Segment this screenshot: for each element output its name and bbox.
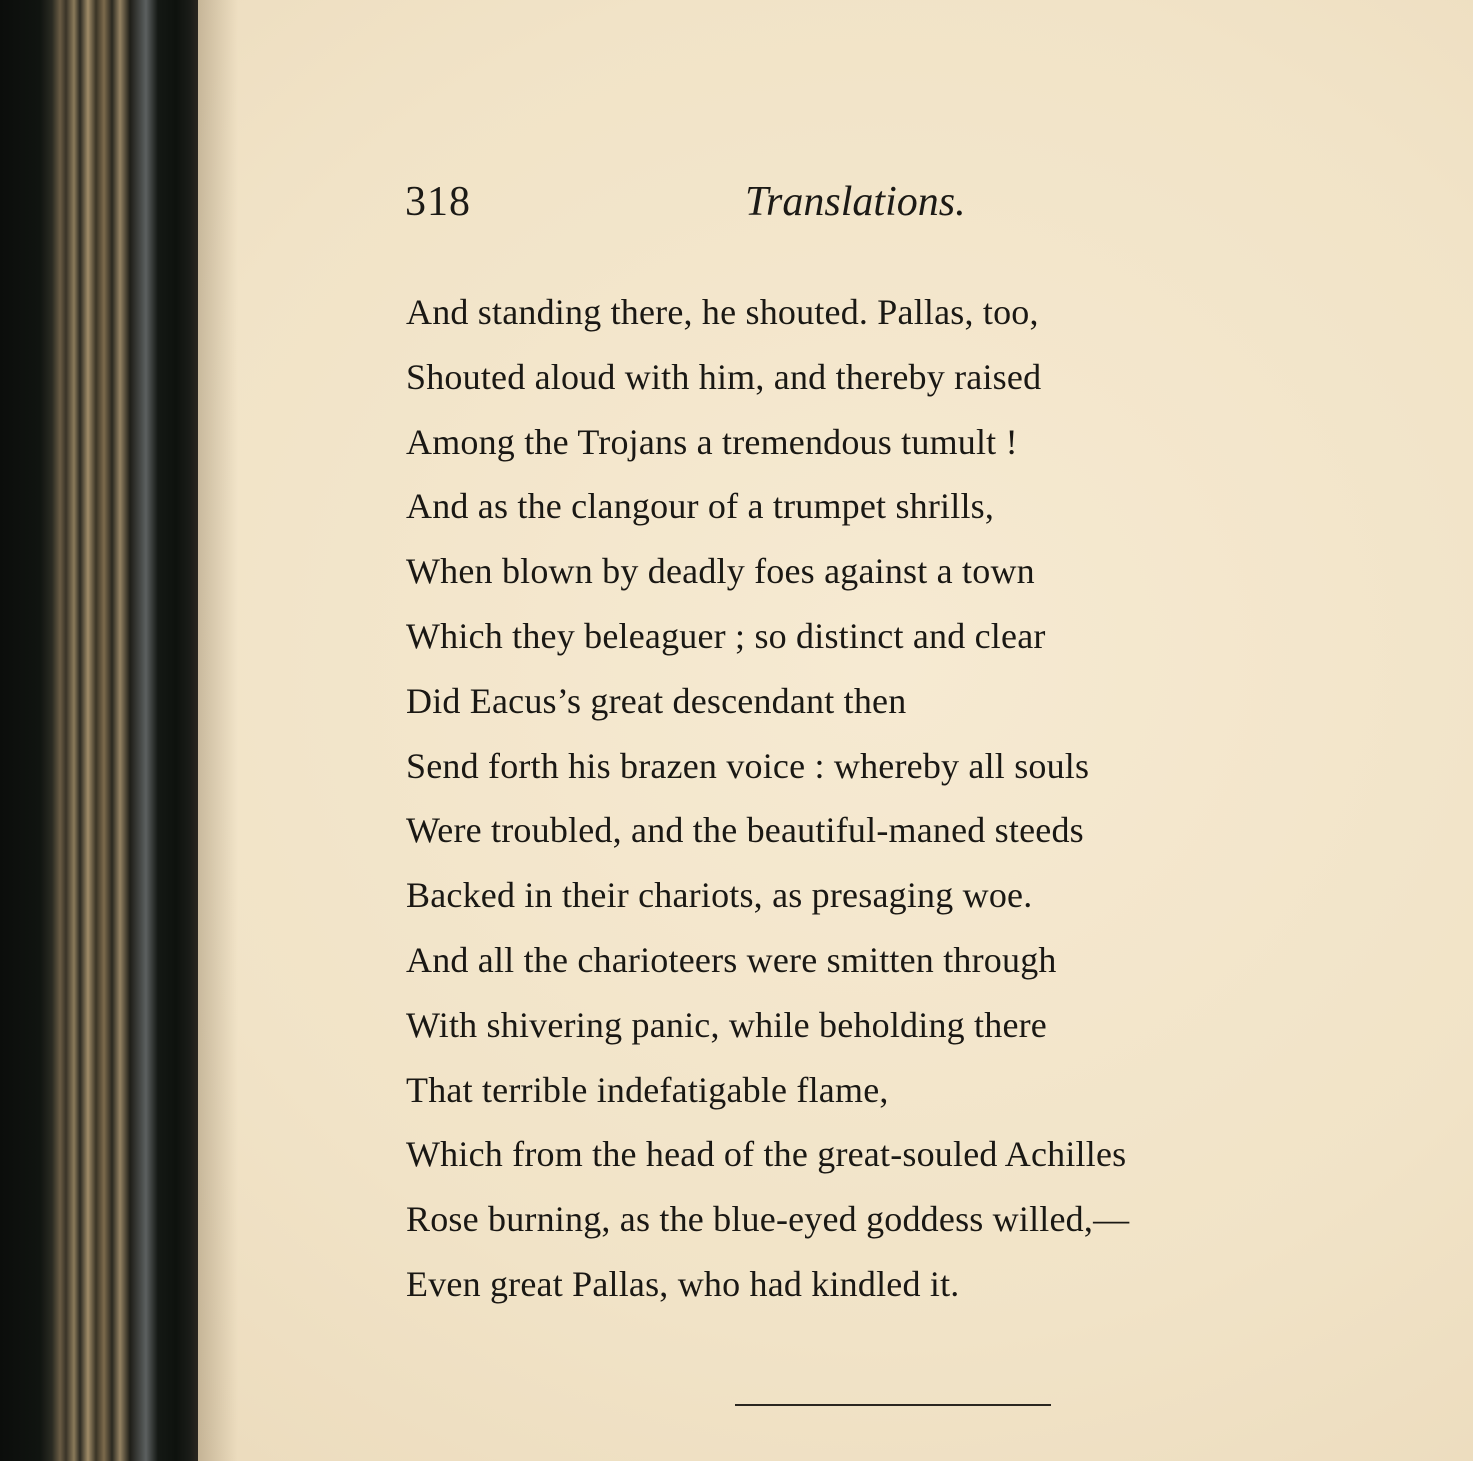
page-number: 318 <box>405 179 471 225</box>
page-header <box>405 178 1045 238</box>
book-spine-gutter <box>0 0 198 1461</box>
poem-line: With shivering panic, while beholding there <box>406 1004 1047 1045</box>
running-title: Translations. <box>745 179 966 225</box>
gutter-shadow <box>198 0 238 1461</box>
poem-line: Even great Pallas, who had kindled it. <box>406 1263 960 1304</box>
poem-line: And as the clangour of a trumpet shrills, <box>406 486 995 527</box>
poem-line: Backed in their chariots, as presaging woe. <box>406 875 1033 916</box>
poem-line: Which from the head of the great-souled Achilles <box>406 1134 1127 1175</box>
poem-line: Among the Trojans a tremendous tumult ! <box>406 421 1018 462</box>
section-divider-rule <box>735 1404 1051 1406</box>
poem-line: And standing there, he shouted. Pallas, too, <box>406 292 1039 332</box>
poem-line: Rose burning, as the blue-eyed goddess willed,— <box>406 1199 1130 1240</box>
poem-line: And all the charioteers were smitten through <box>406 939 1057 980</box>
poem-line: Shouted aloud with him, and thereby raised <box>406 356 1042 397</box>
poem-line: Which they beleaguer ; so distinct and clear <box>406 615 1046 656</box>
poem-line: When blown by deadly foes against a town <box>406 551 1035 592</box>
poem-line: Send forth his brazen voice : whereby all souls <box>406 745 1090 786</box>
poem-line: Were troubled, and the beautiful-maned steeds <box>406 810 1084 851</box>
poem-line: Did Eacus’s great descendant then <box>406 680 907 721</box>
poem-line: That terrible indefatigable flame, <box>406 1069 889 1110</box>
poem-text <box>406 280 1366 1317</box>
